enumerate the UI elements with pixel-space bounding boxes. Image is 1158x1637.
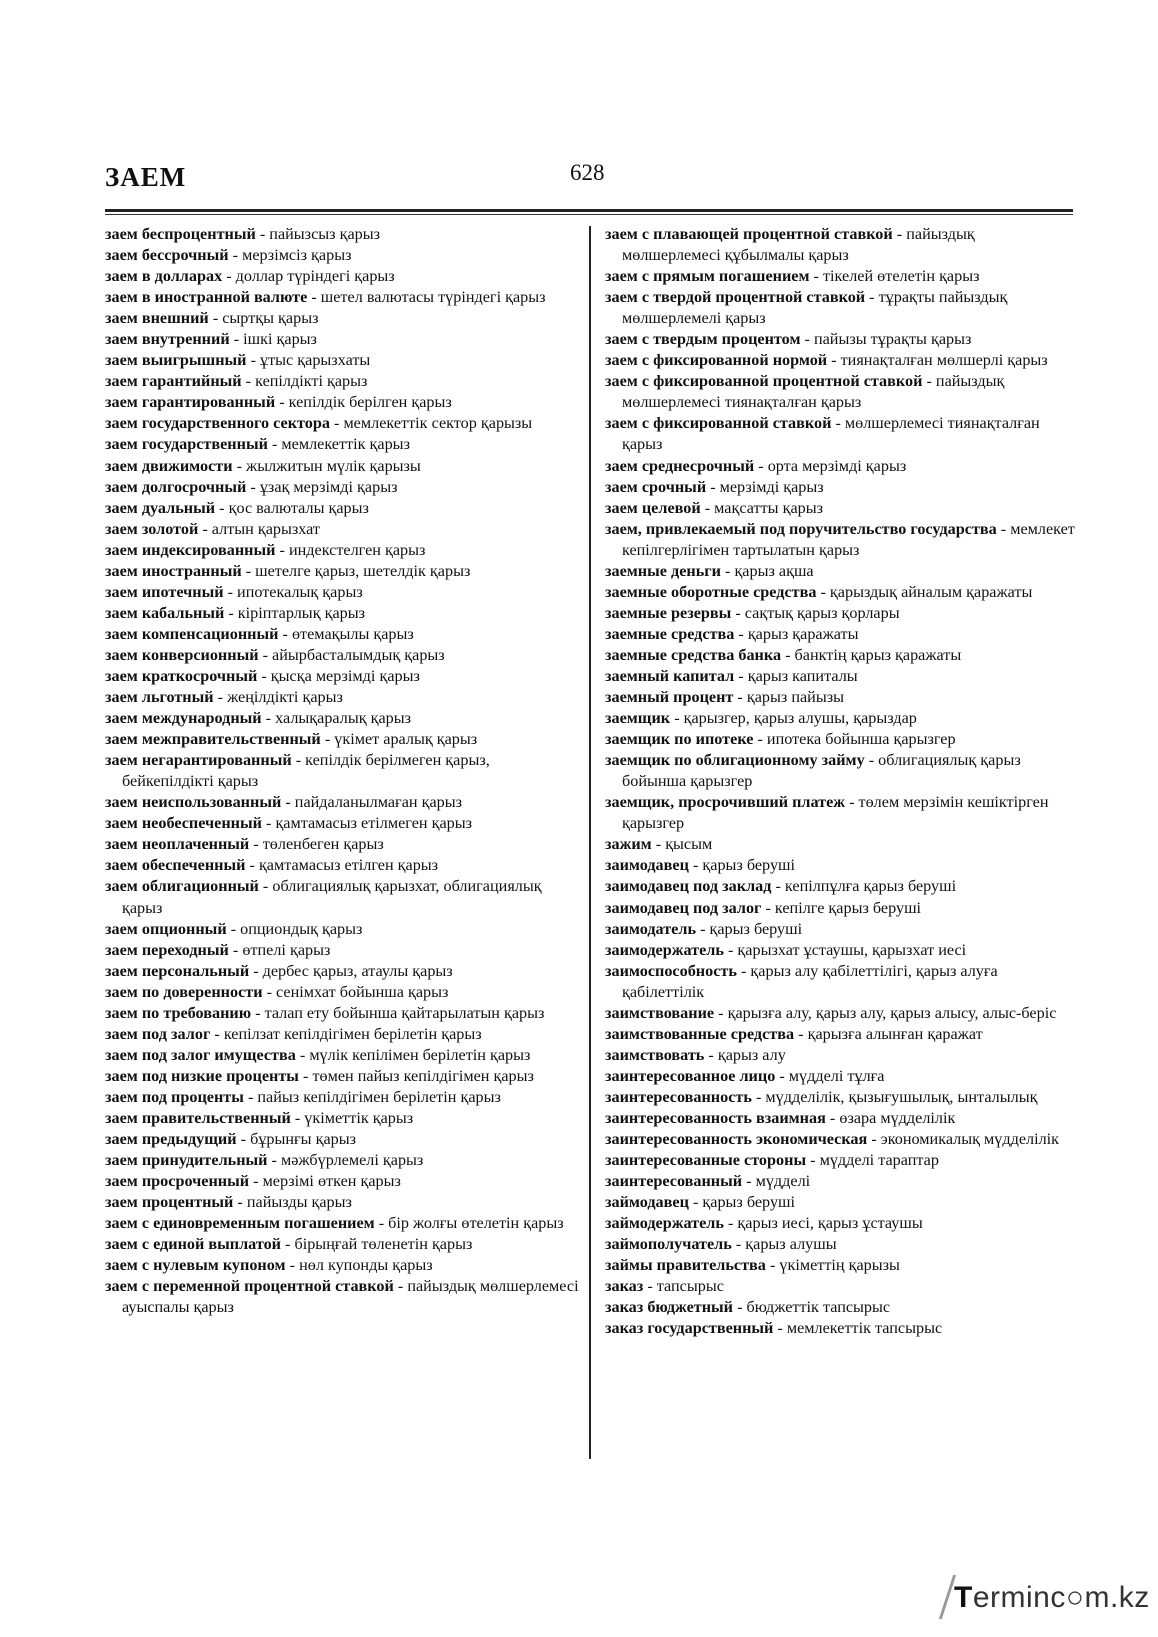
entry-translation: қарызхат ұстаушы, қарызхат иесі (737, 940, 967, 959)
dictionary-entry: займодавец - қарыз беруші (605, 1193, 795, 1212)
entry-translation: пайызды қарыз (246, 1193, 352, 1212)
entry-translation: мемлекеттік тапсырыс (786, 1319, 943, 1338)
entry-translation: қарызға алу, қарыз алу, қарыз алысу, алыс-беріс (727, 1003, 1057, 1022)
dictionary-entry: заем переходный - өтпелі қарыз (105, 940, 331, 959)
entry-term: заем принудительный (105, 1151, 268, 1170)
dictionary-entry: заем неиспользованный - пайдаланылмаған қарыз (105, 793, 462, 812)
entry-term: заем срочный (605, 477, 707, 496)
entry-translation: айырбасталымдық қарыз (272, 645, 445, 664)
dictionary-entry: заинтересованность экономическая - экономикалық мүдделілік (605, 1130, 1060, 1149)
dictionary-entry: заем беспроцентный - пайызсыз қарыз (105, 225, 380, 243)
entry-term: заем, привлекаемый под поручительство государства (605, 519, 997, 538)
entry-term: займополучатель (605, 1235, 732, 1254)
entry-term: заемные средства банка (605, 645, 782, 664)
dictionary-entry: заем неоплаченный - төленбеген қарыз (105, 835, 384, 854)
entry-term: заем в долларах (105, 267, 223, 286)
entry-translation: төмен пайыз кепілдігімен қарыз (312, 1066, 534, 1085)
entry-term: займы правительства (605, 1256, 766, 1275)
entry-translation: бірыңғай төленетін қарыз (294, 1235, 473, 1254)
dictionary-entry: заемщик по ипотеке - ипотека бойынша қарызгер (605, 730, 956, 749)
dictionary-entry: заемные оборотные средства - қарыздық айналым қаражаты (605, 582, 1033, 601)
dictionary-entry: заем предыдущий - бұрынғы қарыз (105, 1130, 357, 1149)
entry-term: заказ (605, 1277, 644, 1296)
entry-term: заем по доверенности (105, 982, 263, 1001)
entry-term: заем под низкие проценты (105, 1066, 299, 1085)
entry-term: заем целевой (605, 498, 701, 517)
dictionary-entry: заем гарантийный - кепілдікті қарыз (105, 372, 368, 391)
entry-term: заем государственного сектора (105, 414, 330, 433)
dictionary-entry: заем в долларах - доллар түріндегі қарыз (105, 267, 395, 286)
entry-term: заимодавец под залог (605, 898, 762, 917)
dictionary-entry: заем дуальный - қос валюталы қарыз (105, 498, 369, 517)
entry-translation: мүдделілік, қызығушылық, ынталылық (765, 1087, 1038, 1106)
entry-translation: қарыз иесі, қарыз ұстаушы (737, 1214, 923, 1233)
dictionary-entry: заем под проценты - пайыз кепілдігімен берілетін қарыз (105, 1087, 501, 1106)
entry-term: заимодавец (605, 856, 689, 875)
entry-translation: қарыз алу қабілеттілігі, қарыз алуға қабілеттілік (622, 961, 998, 1001)
dictionary-entry: заем опционный - опциондық қарыз (105, 919, 363, 938)
dictionary-entry: заимствовать - қарыз алу (605, 1045, 786, 1064)
running-headword: ЗАЕМ (105, 162, 187, 192)
entry-translation: тапсырыс (656, 1277, 724, 1296)
entry-term: заем льготный (105, 688, 214, 707)
entry-translation: қарыз алу (717, 1045, 786, 1064)
entry-translation: пайызсыз қарыз (269, 225, 380, 243)
entry-term: заем среднесрочный (605, 456, 755, 475)
entry-translation: өтемақылы қарыз (291, 624, 414, 643)
dictionary-entry: заем кабальный - кіріптарлық қарыз (105, 603, 366, 622)
entry-term: заимствование (605, 1003, 715, 1022)
dictionary-entry: заем срочный - мерзімді қарыз (605, 477, 824, 496)
dictionary-entry: заем по доверенности - сенімхат бойынша қарыз (105, 982, 449, 1001)
dictionary-entry: заем обеспеченный - қамтамасыз етілген қарыз (105, 856, 439, 875)
entry-translation: ипотека бойынша қарызгер (766, 730, 956, 749)
entry-term: заемщик (605, 709, 671, 728)
entry-term: заем внутренний (105, 330, 230, 349)
entry-translation: мерзімсіз қарыз (242, 246, 352, 265)
dictionary-entry: заем ипотечный - ипотекалық қарыз (105, 582, 363, 601)
entry-term: заказ государственный (605, 1319, 774, 1338)
entry-translation: банктің қарыз қаражаты (794, 645, 962, 664)
entry-term: заемщик, просрочивший платеж (605, 793, 846, 812)
entry-term: заем гарантийный (105, 372, 242, 391)
entry-translation: тікелей өтелетін қарыз (822, 267, 980, 286)
entry-term: заем предыдущий (105, 1130, 237, 1149)
dictionary-entry: заинтересованность взаимная - өзара мүдделілік (605, 1108, 956, 1127)
dictionary-entry: заем движимости - жылжитын мүлік қарызы (105, 456, 421, 475)
entry-translation: пайдаланылмаған қарыз (294, 793, 462, 812)
entry-term: заем кабальный (105, 603, 225, 622)
entry-translation: сақтық қарыз қорлары (744, 603, 900, 622)
dictionary-entry: заем бессрочный - мерзімсіз қарыз (105, 246, 352, 265)
entry-term: заем под проценты (105, 1087, 244, 1106)
entry-translation: тұрақты пайыздық мөлшерлемелі қарыз (622, 288, 1008, 328)
dictionary-entry: заем гарантированный - кепілдік берілген қарыз (105, 393, 452, 412)
dictionary-entry: зажим - қысым (605, 835, 713, 854)
dictionary-entry: заемные резервы - сақтық қарыз қорлары (605, 603, 900, 622)
entry-term: заимствовать (605, 1045, 705, 1064)
entry-translation: пайыз кепілдігімен берілетін қарыз (257, 1087, 501, 1106)
dictionary-entry: заемные деньги - қарыз ақша (605, 561, 814, 580)
dictionary-entry: заем с переменной процентной ставкой - пайыздық мөлшерлемесі ауыспалы қарыз (105, 1277, 579, 1317)
dictionary-entry: заказ - тапсырыс (605, 1277, 724, 1296)
entry-translation: қарызға алынған қаражат (807, 1024, 983, 1043)
dictionary-entry: заем иностранный - шетелге қарыз, шетелдік қарыз (105, 561, 471, 580)
entry-translation: төлем мерзімін кешіктірген қарызгер (622, 793, 1049, 833)
dictionary-entry: заем с твердой процентной ставкой - тұрақты пайыздық мөлшерлемелі қарыз (605, 288, 1008, 328)
entry-term: заем беспроцентный (105, 225, 256, 243)
entry-term: заимствованные средства (605, 1024, 795, 1043)
dictionary-entry: заем с фиксированной ставкой - мөлшерлемесі тиянақталған қарыз (605, 414, 1040, 454)
entry-term: заем долгосрочный (105, 477, 247, 496)
dictionary-entry: заем государственного сектора - мемлекеттік сектор қарызы (105, 414, 533, 433)
entry-term: заем иностранный (105, 561, 242, 580)
entry-translation: үкімет аралық қарыз (334, 730, 478, 749)
entry-term: заем дуальный (105, 498, 216, 517)
entry-term: заем процентный (105, 1193, 234, 1212)
entry-term: заем правительственный (105, 1108, 291, 1127)
right-column (605, 224, 1075, 1339)
entry-term: заем гарантированный (105, 393, 276, 412)
dictionary-entry: заимодатель - қарыз беруші (605, 919, 803, 938)
entry-translation: қарыз беруші (702, 1193, 795, 1212)
entry-translation: мемлекеттік сектор қарызы (343, 414, 533, 433)
entry-translation: кепілпұлға қарыз беруші (784, 877, 957, 896)
entry-term: заем компенсационный (105, 624, 279, 643)
entry-translation: пайыздық мөлшерлемесі тиянақталған қарыз (622, 372, 1005, 412)
entry-term: зажим (605, 835, 652, 854)
dictionary-entry: заем облигационный - облигациялық қарызхат, облигациялық қарыз (105, 877, 542, 917)
dictionary-entry: заем с твердым процентом - пайызы тұрақты қарыз (605, 330, 972, 349)
entry-translation: пайыздық мөлшерлемесі ауыспалы қарыз (122, 1277, 579, 1317)
entry-term: заем движимости (105, 456, 233, 475)
entry-translation: кепілге қарыз беруші (774, 898, 922, 917)
dictionary-entry: займодержатель - қарыз иесі, қарыз ұстаушы (605, 1214, 923, 1233)
entry-translation: ішкі қарыз (243, 330, 317, 349)
entry-translation: қамтамасыз етілген қарыз (258, 856, 439, 875)
entry-translation: бір жолғы өтелетін қарыз (388, 1214, 564, 1233)
entry-term: заем индексированный (105, 540, 276, 559)
entry-term: заем государственный (105, 435, 268, 454)
entry-translation: халықаралық қарыз (275, 709, 412, 728)
entry-translation: өтпелі қарыз (242, 940, 331, 959)
entry-term: заем в иностранной валюте (105, 288, 308, 307)
entry-translation: индекстелген қарыз (288, 540, 426, 559)
entry-translation: кепілдікті қарыз (255, 372, 368, 391)
entry-translation: нөл купонды қарыз (299, 1256, 433, 1275)
entry-term: займодержатель (605, 1214, 724, 1233)
entry-translation: опциондық қарыз (240, 919, 363, 938)
entry-term: заем с плавающей процентной ставкой (605, 225, 893, 243)
dictionary-entry: заем принудительный - мәжбүрлемелі қарыз (105, 1151, 424, 1170)
dictionary-entry: заем целевой - мақсатты қарыз (605, 498, 823, 517)
dictionary-entry: заемный процент - қарыз пайызы (605, 688, 844, 707)
dictionary-entry: заем под залог имущества - мүлік кепілімен берілетін қарыз (105, 1045, 531, 1064)
terminkom-logo (944, 1581, 1150, 1623)
entry-translation: мақсатты қарыз (714, 498, 823, 517)
entry-translation: мүдделі (755, 1172, 811, 1191)
dictionary-entry: заем негарантированный - кепілдік берілмеген қарыз, бейкепілдікті қарыз (105, 751, 490, 791)
entry-term: заемный процент (605, 688, 734, 707)
entry-translation: қарыз пайызы (746, 688, 844, 707)
entry-term: заем внешний (105, 309, 209, 328)
entry-term: заемный капитал (605, 666, 735, 685)
dictionary-entry: заем выигрышный - ұтыс қарызхаты (105, 351, 371, 370)
entry-term: заем с фиксированной процентной ставкой (605, 372, 923, 391)
entry-term: заем под залог имущества (105, 1045, 296, 1064)
entry-translation: шетелге қарыз, шетелдік қарыз (255, 561, 471, 580)
entry-term: заем с нулевым купоном (105, 1256, 286, 1275)
dictionary-entry: заем краткосрочный - қысқа мерзімді қарыз (105, 666, 420, 685)
entry-translation: пайыздық мөлшерлемесі құбылмалы қарыз (622, 225, 975, 265)
dictionary-entry: заимодавец - қарыз беруші (605, 856, 795, 875)
dictionary-entry: займы правительства - үкіметтің қарызы (605, 1256, 900, 1275)
dictionary-entry: заем с прямым погашением - тікелей өтелетін қарыз (605, 267, 980, 286)
entry-term: заинтересованные стороны (605, 1151, 807, 1170)
entry-term: заинтересованность взаимная (605, 1108, 826, 1127)
page-number: 628 (570, 160, 605, 185)
dictionary-entry: заем, привлекаемый под поручительство государства - мемлекет кепілгерлігімен тартылатын қарыз (605, 519, 1075, 559)
dictionary-entry: заем внешний - сыртқы қарыз (105, 309, 319, 328)
dictionary-entry: заем под низкие проценты - төмен пайыз кепілдігімен қарыз (105, 1066, 534, 1085)
entry-term: заем с твердым процентом (605, 330, 801, 349)
dictionary-entry: заем индексированный - индекстелген қарыз (105, 540, 426, 559)
entry-term: заем ипотечный (105, 582, 224, 601)
dictionary-entry: заемщик - қарызгер, қарыз алушы, қарыздар (605, 709, 917, 728)
entry-translation: кепілдік берілген қарыз (288, 393, 452, 412)
entry-term: заинтересованный (605, 1172, 743, 1191)
entry-translation: қарыз алушы (745, 1235, 837, 1254)
entry-translation: сенімхат бойынша қарыз (276, 982, 449, 1001)
dictionary-entry: заинтересованность - мүдделілік, қызығушылық, ынталылық (605, 1087, 1038, 1106)
logo-text: erminc○m.kz (972, 1581, 1150, 1614)
dictionary-entry: заем среднесрочный - орта мерзімді қарыз (605, 456, 907, 475)
entry-term: заинтересованность (605, 1087, 752, 1106)
dictionary-entry: заемный капитал - қарыз капиталы (605, 666, 858, 685)
entry-term: заем неиспользованный (105, 793, 282, 812)
entry-translation: талап ету бойынша қайтарылатын қарыз (264, 1003, 545, 1022)
dictionary-entry: заем льготный - жеңілдікті қарыз (105, 688, 343, 707)
dictionary-entry: заем долгосрочный - ұзақ мерзімді қарыз (105, 477, 398, 496)
dictionary-entry: заем с фиксированной нормой - тиянақталған мөлшерлі қарыз (605, 351, 1048, 370)
entry-term: заем облигационный (105, 877, 259, 896)
entry-translation: ұтыс қарызхаты (260, 351, 371, 370)
page-header (105, 155, 1073, 211)
entry-translation: қамтамасыз етілмеген қарыз (275, 814, 473, 833)
dictionary-entry: заем по требованию - талап ету бойынша қайтарылатын қарыз (105, 1003, 545, 1022)
entry-translation: кіріптарлық қарыз (237, 603, 366, 622)
entry-translation: кепілзат кепілдігімен берілетін қарыз (223, 1024, 482, 1043)
entry-term: заимодавец под заклад (605, 877, 772, 896)
dictionary-entry: заем с единой выплатой - бірыңғай төленетін қарыз (105, 1235, 473, 1254)
entry-term: заем с единовременным погашением (105, 1214, 375, 1233)
entry-term: заем с фиксированной ставкой (605, 414, 832, 433)
dictionary-entry: заимодержатель - қарызхат ұстаушы, қарызхат иесі (605, 940, 967, 959)
dictionary-entry: заем международный - халықаралық қарыз (105, 709, 412, 728)
column-divider (589, 226, 591, 1459)
dictionary-entry: заем процентный - пайызды қарыз (105, 1193, 352, 1212)
entry-term: заем выигрышный (105, 351, 247, 370)
entry-term: заем просроченный (105, 1172, 250, 1191)
entry-term: заказ бюджетный (605, 1298, 734, 1317)
dictionary-entry: заимодавец под заклад - кепілпұлға қарыз беруші (605, 877, 957, 896)
entry-translation: жылжитын мүлік қарызы (246, 456, 421, 475)
entry-term: заем с единой выплатой (105, 1235, 281, 1254)
entry-term: заемщик по облигационному займу (605, 751, 865, 770)
dictionary-entry: заем правительственный - үкіметтік қарыз (105, 1108, 414, 1127)
entry-translation: тиянақталған мөлшерлі қарыз (840, 351, 1048, 370)
dictionary-entry: заказ бюджетный - бюджеттік тапсырыс (605, 1298, 891, 1317)
entry-term: заем международный (105, 709, 262, 728)
entry-translation: орта мерзімді қарыз (767, 456, 907, 475)
dictionary-entry: займополучатель - қарыз алушы (605, 1235, 837, 1254)
dictionary-entry: заказ государственный - мемлекеттік тапсырыс (605, 1319, 943, 1338)
dictionary-entry: заемщик, просрочивший платеж - төлем мерзімін кешіктірген қарызгер (605, 793, 1049, 833)
entry-term: заем под залог (105, 1024, 211, 1043)
header-rule-thick (105, 209, 1073, 212)
dictionary-entry: заем персональный - дербес қарыз, атаулы қарыз (105, 961, 453, 980)
entry-term: заем по требованию (105, 1003, 252, 1022)
dictionary-entry: заемщик по облигационному займу - облигациялық қарыз бойынша қарызгер (605, 751, 1021, 791)
left-column (105, 224, 580, 1318)
entry-term: заем с твердой процентной ставкой (605, 288, 866, 307)
entry-translation: ұзақ мерзімді қарыз (259, 477, 398, 496)
entry-translation: шетел валютасы түріндегі қарыз (320, 288, 546, 307)
dictionary-entry: заем с плавающей процентной ставкой - пайыздық мөлшерлемесі құбылмалы қарыз (605, 225, 975, 265)
entry-translation: пайызы тұрақты қарыз (813, 330, 972, 349)
entry-translation: алтын қарызхат (211, 519, 320, 538)
entry-translation: жеңілдікті қарыз (227, 688, 343, 707)
entry-translation: бұрынғы қарыз (250, 1130, 357, 1149)
header-rule-thin (105, 214, 1073, 215)
entry-translation: қарыз ақша (734, 561, 814, 580)
entry-term: займодавец (605, 1193, 689, 1212)
dictionary-entry: заем государственный - мемлекеттік қарыз (105, 435, 410, 454)
dictionary-entry: заинтересованные стороны - мүдделі тараптар (605, 1151, 939, 1170)
entry-term: заем золотой (105, 519, 199, 538)
dictionary-entry: заинтересованный - мүдделі (605, 1172, 811, 1191)
entry-term: заем необеспеченный (105, 814, 262, 833)
dictionary-entry: заем компенсационный - өтемақылы қарыз (105, 624, 414, 643)
entry-term: заем неоплаченный (105, 835, 250, 854)
entry-term: заем персональный (105, 961, 250, 980)
entry-translation: ипотекалық қарыз (237, 582, 363, 601)
dictionary-entry: заимствование - қарызға алу, қарыз алу, қарыз алысу, алыс-беріс (605, 1003, 1057, 1022)
entry-translation: мәжбүрлемелі қарыз (280, 1151, 424, 1170)
dictionary-entry: заем конверсионный - айырбасталымдық қарыз (105, 645, 445, 664)
entry-translation: қос валюталы қарыз (228, 498, 369, 517)
entry-translation: бюджеттік тапсырыс (746, 1298, 891, 1317)
dictionary-entry: заем в иностранной валюте - шетел валютасы түріндегі қарыз (105, 288, 546, 307)
dictionary-entry: заем межправительственный - үкімет аралық қарыз (105, 730, 478, 749)
dictionary-entry: заем с фиксированной процентной ставкой - пайыздық мөлшерлемесі тиянақталған қарыз (605, 372, 1005, 412)
entry-term: заем конверсионный (105, 645, 259, 664)
entry-term: заем с переменной процентной ставкой (105, 1277, 394, 1296)
dictionary-entry: заем с нулевым купоном - нөл купонды қарыз (105, 1256, 433, 1275)
entry-term: заем переходный (105, 940, 229, 959)
entry-term: заимодатель (605, 919, 697, 938)
entry-term: заинтересованность экономическая (605, 1130, 868, 1149)
entry-translation: дербес қарыз, атаулы қарыз (262, 961, 453, 980)
entry-translation: мүлік кепілімен берілетін қарыз (309, 1045, 531, 1064)
dictionary-entry: заем внутренний - ішкі қарыз (105, 330, 317, 349)
entry-term: заем негарантированный (105, 751, 292, 770)
entry-translation: экономикалық мүдделілік (880, 1130, 1060, 1149)
entry-translation: қарыз капиталы (747, 666, 858, 685)
entry-translation: қарыз беруші (702, 856, 795, 875)
entry-translation: мемлекеттік қарыз (281, 435, 410, 454)
dictionary-entry: заимствованные средства - қарызға алынған қаражат (605, 1024, 983, 1043)
entry-translation: мемлекет кепілгерлігімен тартылатын қарыз (622, 519, 1075, 559)
dictionary-entry: заимодавец под залог - кепілге қарыз беруші (605, 898, 922, 917)
entry-translation: мерзімі өткен қарыз (262, 1172, 401, 1191)
dictionary-entry: заем с единовременным погашением - бір жолғы өтелетін қарыз (105, 1214, 564, 1233)
dictionary-entry: заем необеспеченный - қамтамасыз етілмеген қарыз (105, 814, 473, 833)
entry-translation: облигациялық қарызхат, облигациялық қарыз (122, 877, 542, 917)
entry-term: заем обеспеченный (105, 856, 246, 875)
entry-term: заемные средства (605, 624, 735, 643)
logo-first-letter: T (954, 1581, 973, 1614)
dictionary-entry: заимоспособность - қарыз алу қабілеттілігі, қарыз алуға қабілеттілік (605, 961, 998, 1001)
entry-term: заем с прямым погашением (605, 267, 810, 286)
entry-translation: мүдделі тұлға (788, 1066, 885, 1085)
entry-term: заинтересованное лицо (605, 1066, 776, 1085)
entry-translation: қарызгер, қарыз алушы, қарыздар (683, 709, 917, 728)
entry-translation: доллар түріндегі қарыз (235, 267, 395, 286)
dictionary-entry: заемные средства - қарыз қаражаты (605, 624, 859, 643)
entry-translation: төленбеген қарыз (262, 835, 384, 854)
entry-term: заем бессрочный (105, 246, 229, 265)
entry-translation: мүдделі тараптар (819, 1151, 939, 1170)
entry-term: заем с фиксированной нормой (605, 351, 828, 370)
entry-term: заем опционный (105, 919, 227, 938)
entry-translation: мөлшерлемесі тиянақталған қарыз (622, 414, 1040, 454)
entry-translation: кепілдік берілмеген қарыз, бейкепілдікті қарыз (122, 751, 490, 791)
entry-translation: үкіметтің қарызы (779, 1256, 900, 1275)
entry-translation: мерзімді қарыз (719, 477, 824, 496)
entry-translation: қарыз беруші (709, 919, 803, 938)
entry-term: заемщик по ипотеке (605, 730, 754, 749)
entry-translation: сыртқы қарыз (222, 309, 319, 328)
entry-term: заемные оборотные средства (605, 582, 817, 601)
entry-translation: облигациялық қарыз бойынша қарызгер (622, 751, 1021, 791)
dictionary-entry: заем под залог - кепілзат кепілдігімен берілетін қарыз (105, 1024, 482, 1043)
entry-term: заимоспособность (605, 961, 737, 980)
entry-term: заемные деньги (605, 561, 721, 580)
dictionary-entry: заемные средства банка - банктің қарыз қаражаты (605, 645, 962, 664)
entry-term: заемные резервы (605, 603, 732, 622)
entry-translation: үкіметтік қарыз (304, 1108, 414, 1127)
dictionary-entry: заем золотой - алтын қарызхат (105, 519, 320, 538)
dictionary-entry: заем просроченный - мерзімі өткен қарыз (105, 1172, 401, 1191)
entry-term: заем краткосрочный (105, 666, 258, 685)
dictionary-entry: заинтересованное лицо - мүдделі тұлға (605, 1066, 885, 1085)
entry-translation: қысым (665, 835, 713, 854)
entry-translation: қарыздық айналым қаражаты (829, 582, 1033, 601)
entry-translation: өзара мүдделілік (839, 1108, 956, 1127)
entry-term: заимодержатель (605, 940, 724, 959)
entry-translation: қысқа мерзімді қарыз (270, 666, 420, 685)
entry-translation: қарыз қаражаты (747, 624, 859, 643)
entry-term: заем межправительственный (105, 730, 321, 749)
